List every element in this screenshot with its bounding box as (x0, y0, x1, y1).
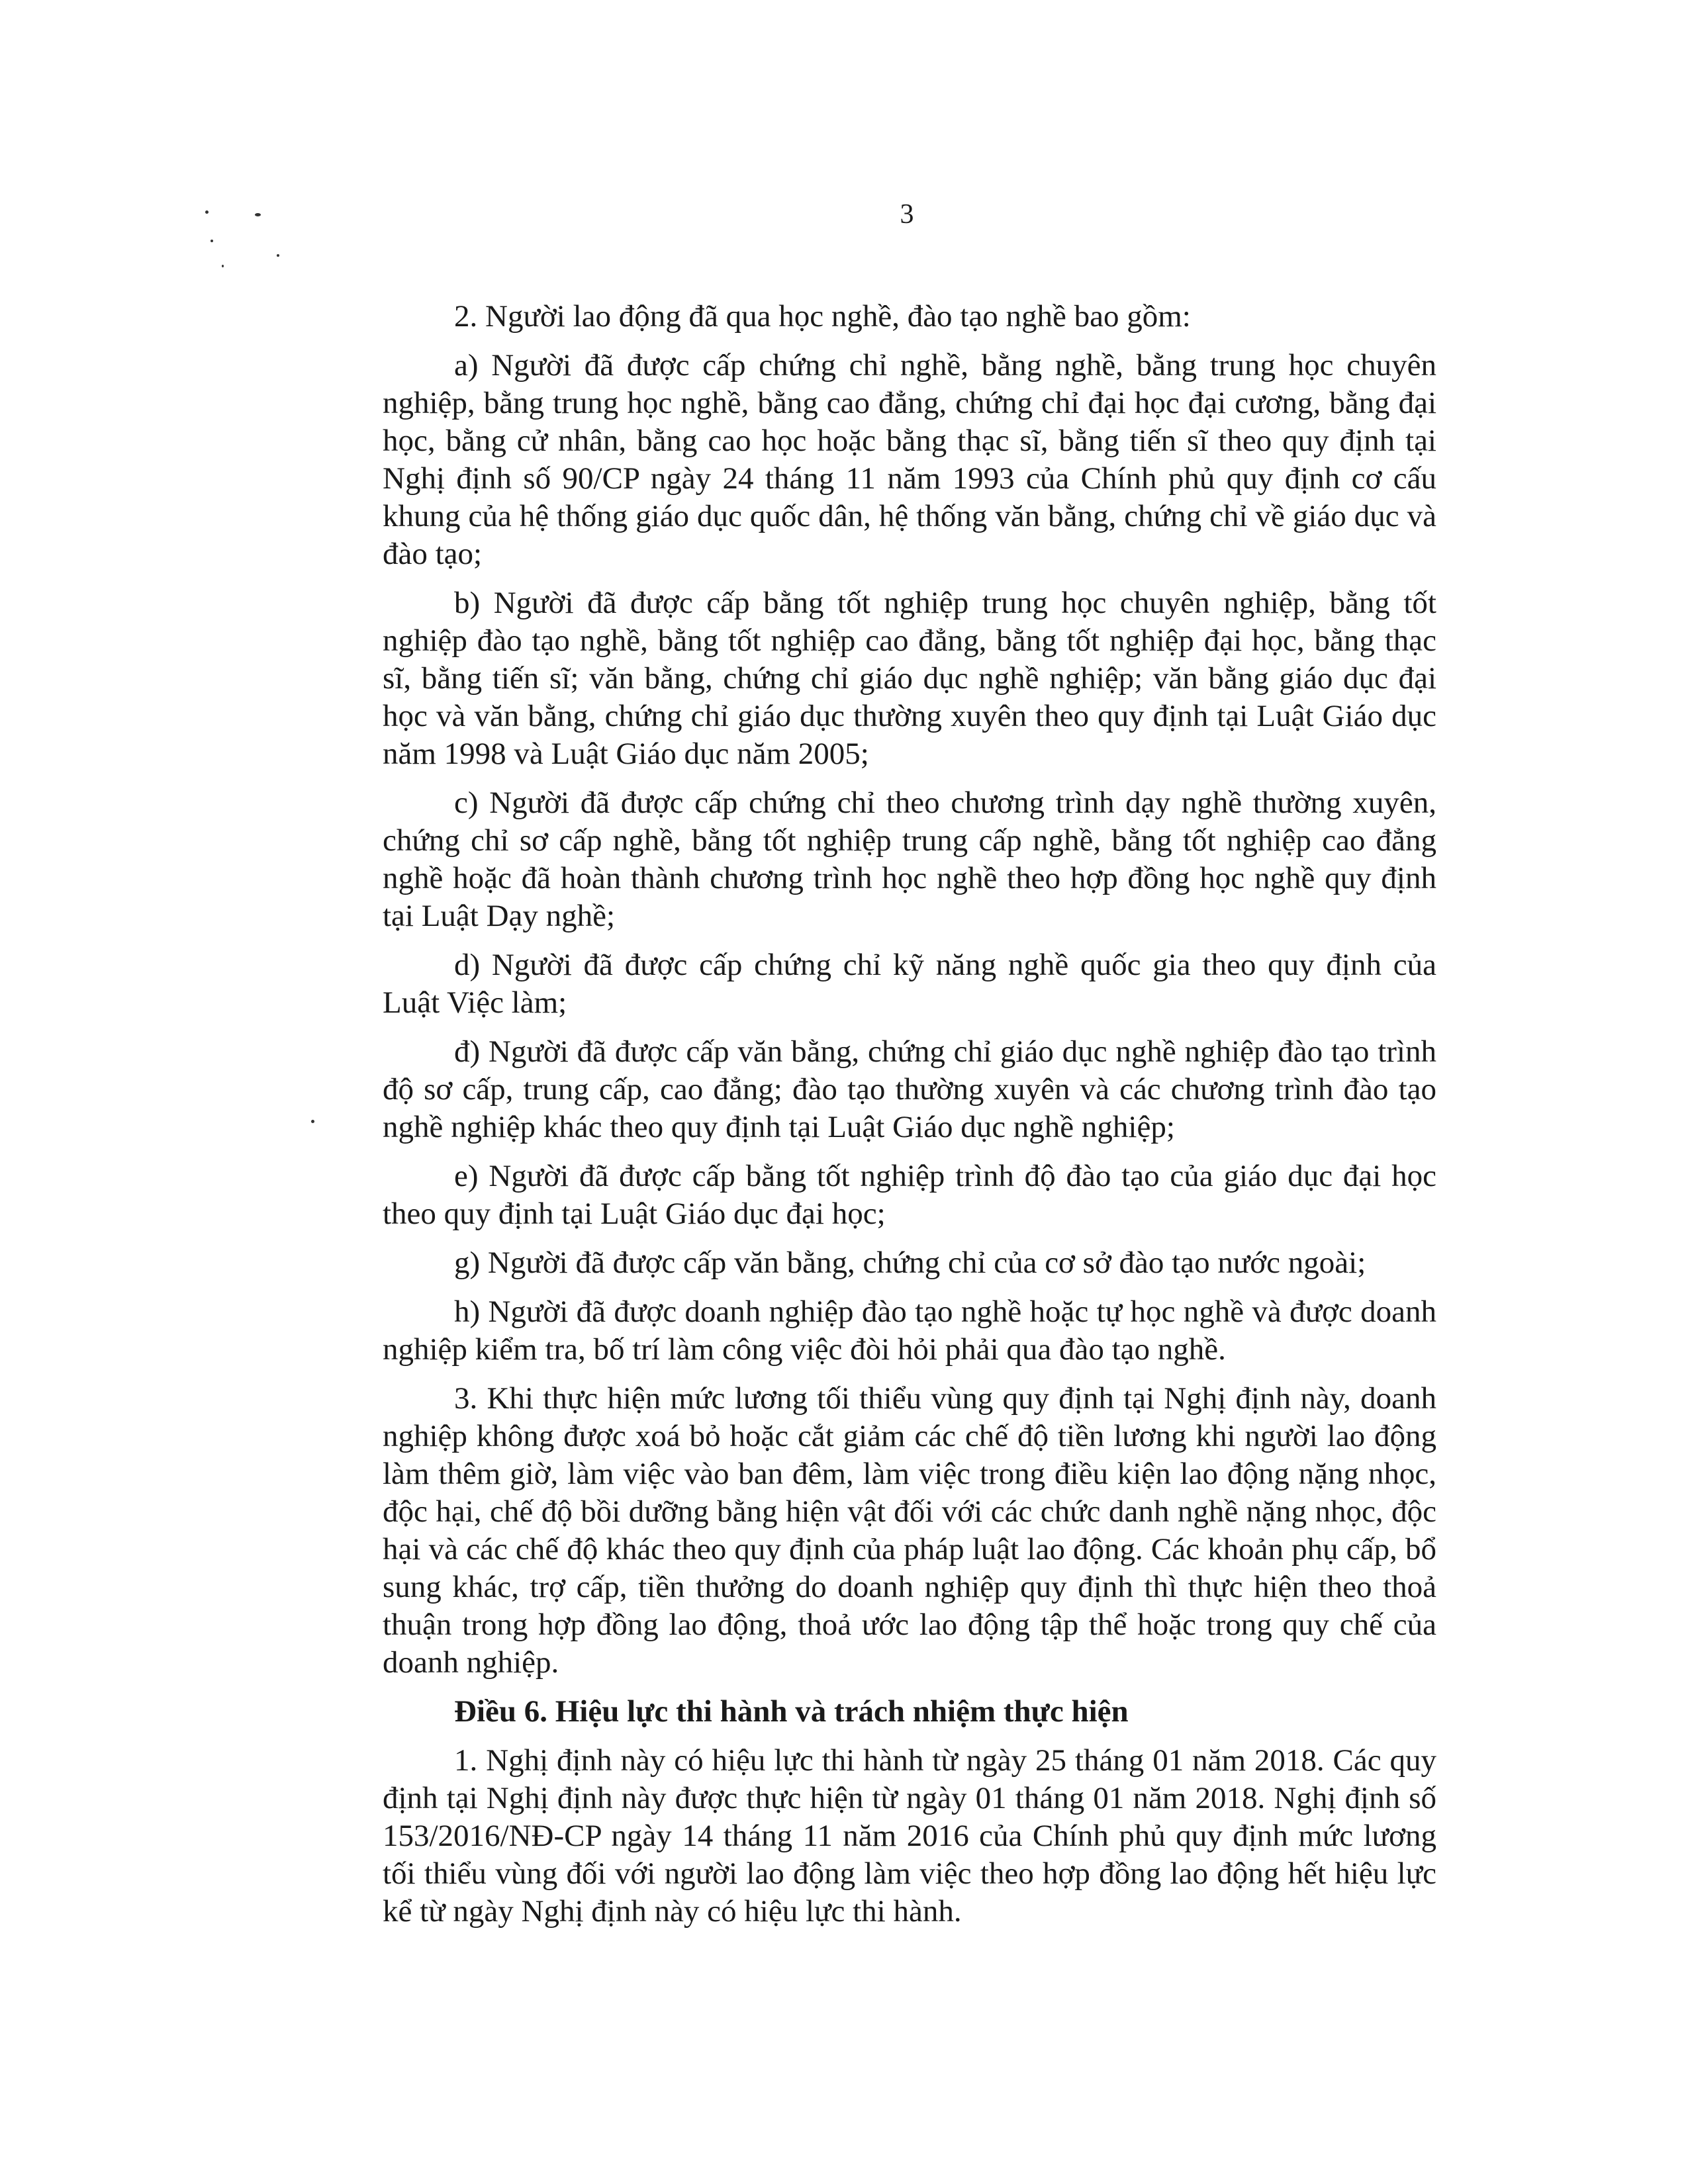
page-number: 3 (900, 199, 914, 230)
clause-2g: g) Người đã được cấp văn bằng, chứng chỉ của cơ sở đào tạo nước ngoài; (454, 1246, 1366, 1280)
scan-artifact (277, 254, 279, 257)
scan-artifact (222, 265, 224, 267)
scan-artifact (255, 213, 261, 216)
clause-3: 3. Khi thực hiện mức lương tối thiểu vùng quy định tại Nghị định này, doanh nghiệp không được xoá bỏ hoặc cắt giảm các chế độ tiền lương khi người lao động làm thêm giờ, làm việc vào ban đêm, làm việc trong điều kiện lao động nặng nhọc, độc hại, chế độ bồi dưỡng bằng hiện vật đối với các chức danh nghề nặng nhọc, độc hại và các chế độ khác theo quy định của pháp luật lao động. Các khoản phụ cấp, bổ sung khác, trợ cấp, tiền thưởng do doanh nghiệp quy định thì thực hiện theo thoả thuận trong hợp đồng lao động, thoả ước lao động tập thể hoặc trong quy chế của doanh nghiệp. (383, 1381, 1436, 1680)
scan-artifact (211, 240, 213, 242)
clause-2c: c) Người đã được cấp chứng chỉ theo chương trình dạy nghề thường xuyên, chứng chỉ sơ cấp nghề, bằng tốt nghiệp trung cấp nghề, bằng tốt nghiệp cao đẳng nghề hoặc đã hoàn thành chương trình học nghề theo hợp đồng học nghề quy định tại Luật Dạy nghề; (383, 786, 1436, 933)
article-6-clause-1: 1. Nghị định này có hiệu lực thi hành từ ngày 25 tháng 01 năm 2018. Các quy định tại Nghị định này được thực hiện từ ngày 01 tháng 01 năm 2018. Nghị định số 153/2016/NĐ-CP ngày 14 tháng 11 năm 2016 của Chính phủ quy định mức lương tối thiểu vùng đối với người lao động làm việc theo hợp đồng lao động hết hiệu lực kể từ ngày Nghị định này có hiệu lực thi hành. (383, 1743, 1436, 1929)
clause-2b: b) Người đã được cấp bằng tốt nghiệp trung học chuyên nghiệp, bằng tốt nghiệp đào tạo nghề, bằng tốt nghiệp cao đẳng, bằng tốt nghiệp đại học, bằng thạc sĩ, bằng tiến sĩ; văn bằng, chứng chỉ giáo dục nghề nghiệp; văn bằng giáo dục đại học và văn bằng, chứng chỉ giáo dục thường xuyên theo quy định tại Luật Giáo dục năm 1998 và Luật Giáo dục năm 2005; (383, 586, 1436, 771)
clause-2h: h) Người đã được doanh nghiệp đào tạo nghề hoặc tự học nghề và được doanh nghiệp kiểm tra, bố trí làm công việc đòi hỏi phải qua đào tạo nghề. (383, 1295, 1436, 1367)
scan-artifact (205, 210, 209, 214)
clause-2-intro: 2. Người lao động đã qua học nghề, đào tạo nghề bao gồm: (454, 299, 1191, 334)
clause-2e: e) Người đã được cấp bằng tốt nghiệp trình độ đào tạo của giáo dục đại học theo quy định tại Luật Giáo dục đại học; (383, 1159, 1436, 1231)
document-body (383, 298, 1436, 1942)
article-6-heading: Điều 6. Hiệu lực thi hành và trách nhiệm thực hiện (454, 1694, 1129, 1729)
clause-2d: d) Người đã được cấp chứng chỉ kỹ năng nghề quốc gia theo quy định của Luật Việc làm; (383, 948, 1436, 1020)
scan-artifact (311, 1120, 314, 1123)
clause-2dd: đ) Người đã được cấp văn bằng, chứng chỉ giáo dục nghề nghiệp đào tạo trình độ sơ cấp, trung cấp, cao đẳng; đào tạo thường xuyên và các chương trình đào tạo nghề nghiệp khác theo quy định tại Luật Giáo dục nghề nghiệp; (383, 1034, 1436, 1144)
clause-2a: a) Người đã được cấp chứng chỉ nghề, bằng nghề, bằng trung học chuyên nghiệp, bằng trung học nghề, bằng cao đẳng, chứng chỉ đại học đại cương, bằng đại học, bằng cử nhân, bằng cao học hoặc bằng thạc sĩ, bằng tiến sĩ theo quy định tại Nghị định số 90/CP ngày 24 tháng 11 năm 1993 của Chính phủ quy định cơ cấu khung của hệ thống giáo dục quốc dân, hệ thống văn bằng, chứng chỉ về giáo dục và đào tạo; (383, 348, 1436, 571)
